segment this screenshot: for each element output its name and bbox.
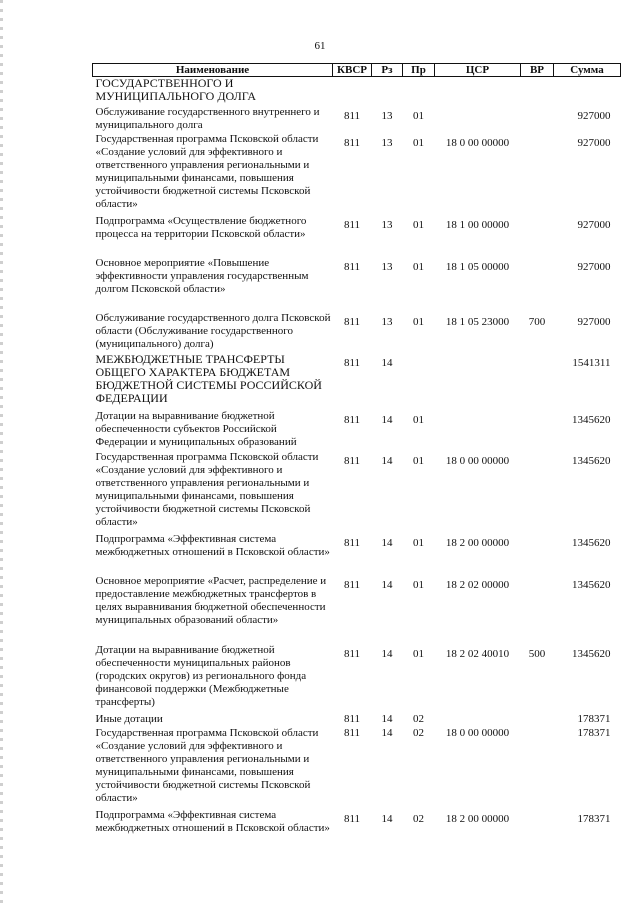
col-header-vr: ВР <box>521 64 554 77</box>
row-kvsr: 811 <box>343 260 361 273</box>
row-rz: 14 <box>381 536 393 549</box>
table-row <box>93 352 621 409</box>
row-name: Обслуживание государственного внутреннего и муниципального долга <box>95 105 320 131</box>
row-name: Государственная программа Псковской области «Создание условий для эффективного и ответственного управления региональными и муниципальными финансами, повышения устойчивости бюджетной системы Псковской области» <box>95 450 319 528</box>
row-csr: 18 1 05 00000 <box>445 260 510 273</box>
row-pr: 01 <box>413 260 424 273</box>
col-header-kvsr: КВСР <box>333 64 372 77</box>
col-header-pr: Пр <box>403 64 435 77</box>
row-name: Подпрограмма «Эффективная система межбюджетных отношений в Псковской области» <box>95 532 330 558</box>
row-sum: 1345620 <box>572 536 611 549</box>
row-vr <box>521 132 554 214</box>
row-kvsr <box>333 77 372 105</box>
row-kvsr: 811 <box>343 218 361 231</box>
row-vr: 500 <box>528 647 546 660</box>
row-pr: 01 <box>413 413 424 426</box>
row-pr: 01 <box>413 315 424 328</box>
row-vr <box>521 409 554 450</box>
row-csr: 18 1 00 00000 <box>445 218 510 231</box>
row-name: Государственная программа Псковской области «Создание условий для эффективного и ответственного управления региональными и муниципальными финансами, повышения устойчивости бюджетной системы Псковской области» <box>95 132 319 210</box>
row-pr: 01 <box>413 536 424 549</box>
row-csr <box>435 77 521 105</box>
row-csr <box>435 352 521 409</box>
row-kvsr: 811 <box>343 536 361 549</box>
row-vr <box>521 352 554 409</box>
row-name: Дотации на выравнивание бюджетной обеспеченности субъектов Российской Федерации и муниципальных образований <box>95 409 297 448</box>
row-name: Обслуживание государственного долга Псковской области (Обслуживание государственного (муниципального) долга) <box>95 311 331 350</box>
row-vr <box>521 105 554 132</box>
table-row <box>93 77 621 105</box>
row-sum: 1541311 <box>572 356 611 369</box>
row-csr: 18 2 02 00000 <box>445 578 510 591</box>
row-kvsr: 811 <box>343 454 361 467</box>
row-vr <box>521 450 554 532</box>
row-sum: 1345620 <box>572 454 611 467</box>
col-header-rz: Рз <box>372 64 403 77</box>
scan-edge <box>0 0 3 905</box>
table-row <box>93 450 621 532</box>
row-rz: 13 <box>381 315 393 328</box>
table-row <box>93 311 621 352</box>
row-kvsr: 811 <box>343 413 361 426</box>
row-rz <box>372 77 403 105</box>
row-sum: 178371 <box>577 712 611 725</box>
row-sum <box>554 77 621 105</box>
table-row <box>93 532 621 574</box>
row-sum: 1345620 <box>572 578 611 591</box>
row-pr: 01 <box>413 136 424 149</box>
table-row <box>93 105 621 132</box>
row-sum: 927000 <box>577 218 611 231</box>
row-rz: 14 <box>381 812 393 825</box>
row-pr: 02 <box>413 712 424 725</box>
table-header-row <box>93 64 621 77</box>
row-sum: 927000 <box>577 109 611 122</box>
table-row <box>93 712 621 726</box>
row-vr <box>521 77 554 105</box>
table-row <box>93 214 621 256</box>
row-kvsr: 811 <box>343 712 361 725</box>
row-vr <box>521 532 554 574</box>
table-row <box>93 726 621 808</box>
row-kvsr: 811 <box>343 578 361 591</box>
row-rz: 14 <box>381 356 393 369</box>
table-row <box>93 574 621 643</box>
row-rz: 13 <box>381 218 393 231</box>
row-vr <box>521 214 554 256</box>
row-kvsr: 811 <box>343 726 361 739</box>
row-pr: 01 <box>413 578 424 591</box>
row-sum: 178371 <box>577 812 611 825</box>
row-pr: 02 <box>413 812 424 825</box>
table-row <box>93 808 621 850</box>
table-row <box>93 256 621 311</box>
row-name: Государственная программа Псковской области «Создание условий для эффективного и ответственного управления региональными и муниципальными финансами, повышения устойчивости бюджетной системы Псковской области» <box>95 726 319 804</box>
row-csr: 18 0 00 00000 <box>445 726 510 739</box>
row-rz: 14 <box>381 578 393 591</box>
row-pr: 01 <box>413 109 424 122</box>
row-kvsr: 811 <box>343 812 361 825</box>
row-sum: 1345620 <box>572 413 611 426</box>
row-vr <box>521 712 554 726</box>
row-rz: 14 <box>381 413 393 426</box>
row-csr: 18 1 05 23000 <box>445 315 510 328</box>
row-sum: 927000 <box>577 136 611 149</box>
table-row <box>93 643 621 712</box>
col-header-name: Наименование <box>93 64 333 77</box>
row-csr <box>435 105 521 132</box>
row-name: Основное мероприятие «Повышение эффективности управления государственным долгом Псковской области» <box>95 256 309 295</box>
row-vr <box>521 726 554 808</box>
row-rz: 14 <box>381 726 393 739</box>
row-sum: 178371 <box>577 726 611 739</box>
col-header-sum: Сумма <box>554 64 621 77</box>
table-row <box>93 409 621 450</box>
row-rz: 13 <box>381 260 393 273</box>
row-kvsr: 811 <box>343 356 361 369</box>
budget-table <box>92 63 621 850</box>
row-kvsr: 811 <box>343 136 361 149</box>
row-csr <box>435 712 521 726</box>
row-rz: 14 <box>381 647 393 660</box>
row-vr <box>521 808 554 850</box>
row-name: МЕЖБЮДЖЕТНЫЕ ТРАНСФЕРТЫ ОБЩЕГО ХАРАКТЕРА БЮДЖЕТАМ БЮДЖЕТНОЙ СИСТЕМЫ РОССИЙСКОЙ ФЕДЕРАЦИИ <box>95 351 322 405</box>
row-csr: 18 2 02 40010 <box>445 647 510 660</box>
row-sum: 927000 <box>577 260 611 273</box>
table-row <box>93 132 621 214</box>
row-name: Основное мероприятие «Расчет, распределение и предоставление межбюджетных трансфертов в целях выравнивания бюджетной обеспеченности муниципальных образований области» <box>95 574 327 626</box>
row-csr: 18 0 00 00000 <box>445 136 510 149</box>
row-sum: 927000 <box>577 315 611 328</box>
row-vr <box>521 256 554 311</box>
row-rz: 14 <box>381 454 393 467</box>
row-vr: 700 <box>528 315 546 328</box>
row-rz: 13 <box>381 136 393 149</box>
row-csr <box>435 409 521 450</box>
row-name: Подпрограмма «Осуществление бюджетного процесса на территории Псковской области» <box>95 214 307 240</box>
row-csr: 18 0 00 00000 <box>445 454 510 467</box>
row-name: Подпрограмма «Эффективная система межбюджетных отношений в Псковской области» <box>95 808 330 834</box>
row-pr: 01 <box>413 218 424 231</box>
row-sum: 1345620 <box>572 647 611 660</box>
row-csr: 18 2 00 00000 <box>445 812 510 825</box>
row-csr: 18 2 00 00000 <box>445 536 510 549</box>
row-rz: 14 <box>381 712 393 725</box>
row-kvsr: 811 <box>343 109 361 122</box>
row-pr <box>403 77 435 105</box>
row-vr <box>521 574 554 643</box>
row-name: Иные дотации <box>95 712 163 725</box>
col-header-csr: ЦСР <box>435 64 521 77</box>
row-kvsr: 811 <box>343 315 361 328</box>
row-name: Дотации на выравнивание бюджетной обеспеченности муниципальных районов (городских округов) из регионального фонда финансовой поддержки (Межбюджетные трансферты) <box>95 643 307 708</box>
row-name: ГОСУДАРСТВЕННОГО И МУНИЦИПАЛЬНОГО ДОЛГА <box>95 76 257 103</box>
row-kvsr: 811 <box>343 647 361 660</box>
page-number: 61 <box>314 40 326 52</box>
row-pr <box>403 352 435 409</box>
row-pr: 02 <box>413 726 424 739</box>
row-pr: 01 <box>413 454 424 467</box>
row-rz: 13 <box>381 109 393 122</box>
row-pr: 01 <box>413 647 424 660</box>
